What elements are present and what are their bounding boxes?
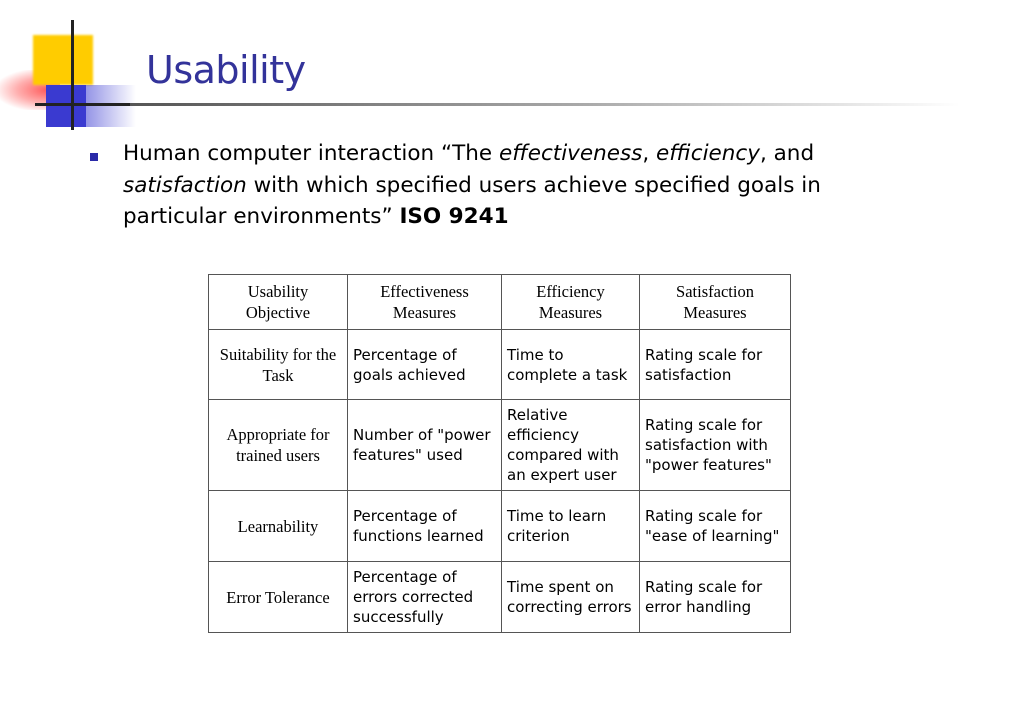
- effectiveness-cell: Number of "power features" used: [348, 400, 502, 491]
- table-row: [209, 400, 791, 491]
- table-row: [209, 562, 791, 633]
- header-satisfaction-measures: Satisfaction Measures: [640, 275, 791, 330]
- bullet-text-part: with which specified users achieve specified goals in particular environments”: [123, 172, 821, 229]
- header-efficiency-measures: Efficiency Measures: [502, 275, 640, 330]
- slide-title: Usability: [146, 48, 306, 92]
- table-row: [209, 491, 791, 562]
- satisfaction-cell: Rating scale for error handling: [640, 562, 791, 633]
- bullet-text-part: Human computer interaction “The: [123, 141, 499, 166]
- objective-cell: Learnability: [209, 491, 348, 562]
- objective-cell: Appropriate for trained users: [209, 400, 348, 491]
- satisfaction-cell: Rating scale for "ease of learning": [640, 491, 791, 562]
- header-effectiveness-measures: Effectiveness Measures: [348, 275, 502, 330]
- title-rule: [130, 103, 960, 106]
- bullet-term-efficiency: efficiency: [656, 141, 760, 166]
- efficiency-cell: Time to learn criterion: [502, 491, 640, 562]
- efficiency-cell: Time to complete a task: [502, 330, 640, 400]
- table-header-row: [209, 275, 791, 330]
- decorative-logo: [0, 0, 140, 140]
- logo-blue-square: [46, 85, 86, 127]
- logo-vertical-line: [71, 20, 74, 130]
- standard-reference: ISO 9241: [399, 204, 509, 229]
- bullet-term-effectiveness: effectiveness: [498, 141, 643, 166]
- bullet-text: [123, 138, 883, 233]
- effectiveness-cell: Percentage of errors corrected successfully: [348, 562, 502, 633]
- efficiency-cell: Time spent on correcting errors: [502, 562, 640, 633]
- logo-yellow-square: [33, 35, 93, 85]
- table-row: [209, 330, 791, 400]
- bullet-text-part: ,: [642, 141, 657, 166]
- square-bullet-icon: [90, 153, 98, 161]
- effectiveness-cell: Percentage of goals achieved: [348, 330, 502, 400]
- satisfaction-cell: Rating scale for satisfaction with "power features": [640, 400, 791, 491]
- bullet-text-part: , and: [759, 141, 815, 166]
- usability-measures-table: [208, 274, 791, 633]
- efficiency-cell: Relative efficiency compared with an expert user: [502, 400, 640, 491]
- header-usability-objective: Usability Objective: [209, 275, 348, 330]
- satisfaction-cell: Rating scale for satisfaction: [640, 330, 791, 400]
- objective-cell: Suitability for the Task: [209, 330, 348, 400]
- logo-blue-glow: [86, 85, 136, 127]
- objective-cell: Error Tolerance: [209, 562, 348, 633]
- effectiveness-cell: Percentage of functions learned: [348, 491, 502, 562]
- bullet-term-satisfaction: satisfaction: [123, 172, 247, 198]
- logo-horizontal-line: [35, 103, 130, 106]
